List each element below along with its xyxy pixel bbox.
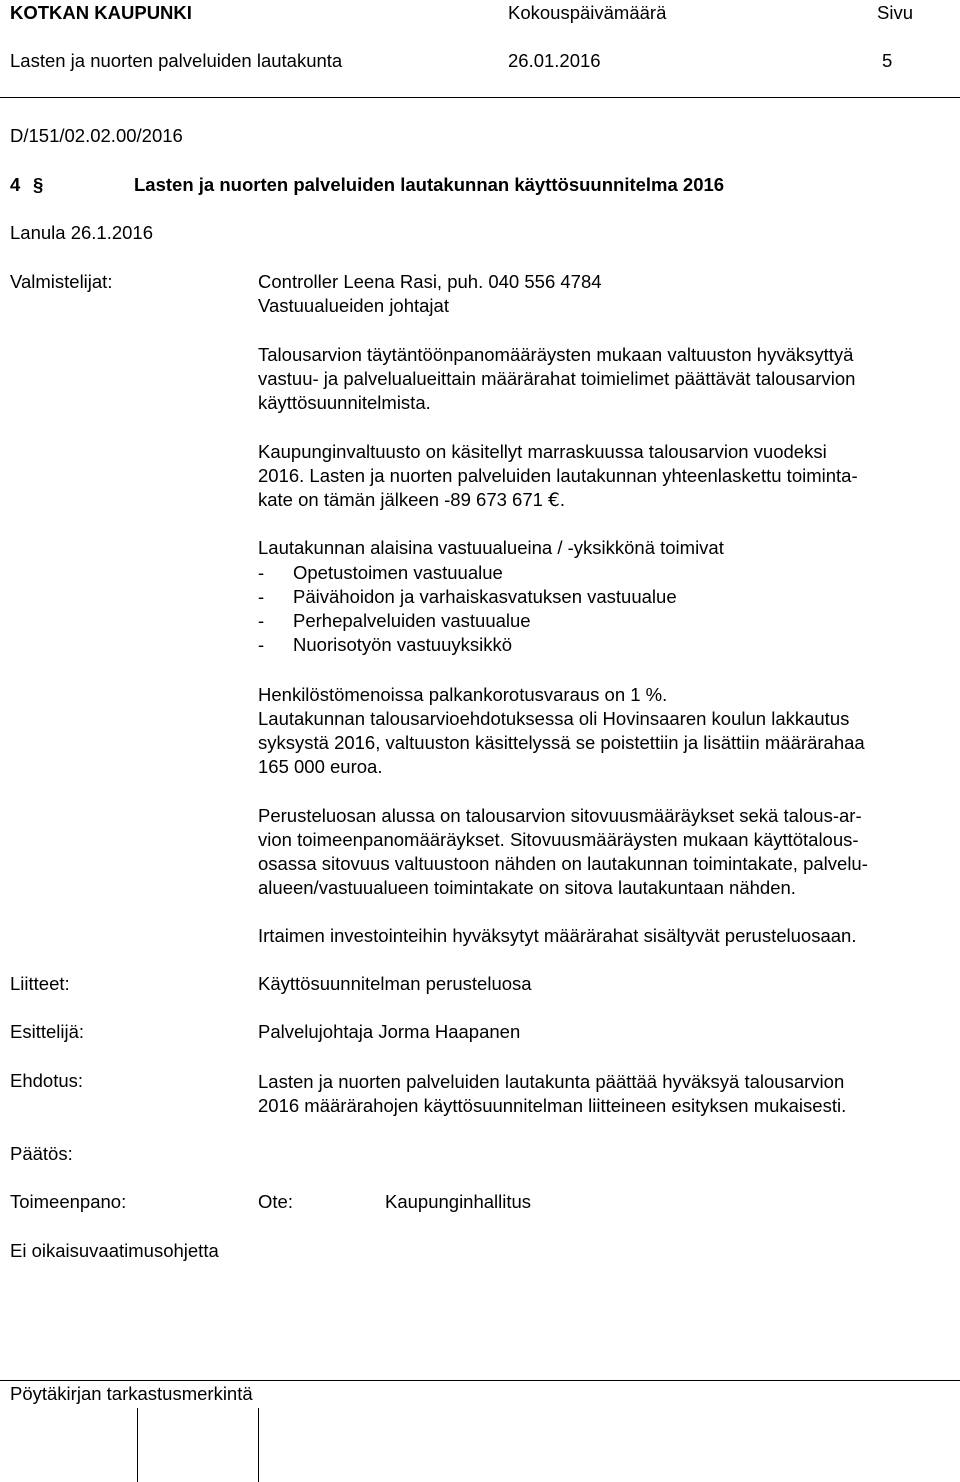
paragraph-line: Talousarvion täytäntöönpanomääräysten mukaan valtuuston hyväksyttyä (258, 344, 854, 365)
prior-meeting: Lanula 26.1.2016 (10, 222, 153, 243)
list-dash: - (258, 634, 265, 655)
paragraph-line: syksystä 2016, valtuuston käsittelyssä se poistettiin ja lisättiin määrärahaa (258, 732, 865, 753)
list-dash: - (258, 610, 265, 631)
diary-number: D/151/02.02.00/2016 (10, 125, 183, 146)
meeting-date: 26.01.2016 (508, 50, 601, 71)
preparers-label: Valmistelijat: (10, 271, 113, 292)
units-intro: Lautakunnan alaisina vastuualueina / -yksikkönä toimivat (258, 537, 724, 558)
paragraph-line: vastuu- ja palvelualueittain määrärahat toimielimet päättävät talousarvion (258, 368, 856, 389)
paragraph-line: Lasten ja nuorten palveluiden lautakunta päättää hyväksyä talousarvion (258, 1071, 845, 1092)
page-number: 5 (882, 50, 893, 71)
paragraph-budget-notes (258, 683, 958, 779)
paragraph-line: käyttösuunnitelmista. (258, 392, 431, 413)
section-symbol: § (33, 174, 44, 195)
paragraph-council-decision (258, 440, 958, 513)
extract-value: Kaupunginhallitus (385, 1191, 532, 1212)
paragraph-line: Lautakunnan talousarvioehdotuksessa oli Hovinsaaren koulun lakkautus (258, 708, 850, 729)
paragraph-line: osassa sitovuus valtuustoon nähden on lautakunnan toimintakate, palvelu- (258, 853, 868, 874)
paragraph-line: Kaupunginvaltuusto on käsitellyt marraskuussa talousarvion vuodeksi (258, 441, 827, 462)
paragraph-line: 2016. Lasten ja nuorten palveluiden lautakunnan yhteenlaskettu toiminta- (258, 465, 858, 486)
list-dash: - (258, 562, 265, 583)
paragraph-line: alueen/vastuualueen toimintakate on sitova lautakuntaan nähden. (258, 877, 796, 898)
signature-box-divider (137, 1408, 138, 1482)
presenter-value: Palvelujohtaja Jorma Haapanen (258, 1021, 521, 1042)
euro-sign: € (548, 490, 560, 511)
responsibility-unit-list (258, 561, 677, 657)
verification-label: Pöytäkirjan tarkastusmerkintä (10, 1383, 253, 1404)
organization-name: KOTKAN KAUPUNKI (10, 2, 192, 23)
extract-label: Ote: (258, 1191, 293, 1212)
presenter-label: Esittelijä: (10, 1021, 85, 1042)
signature-box-divider (258, 1408, 259, 1482)
list-item (258, 609, 677, 633)
sentence-end: . (559, 489, 565, 510)
paragraph-line: Perusteluosan alussa on talousarvion sitovuusmääräykset sekä talous-ar- (258, 805, 862, 826)
paragraph-line: Henkilöstömenoissa palkankorotusvaraus on 1 %. (258, 684, 668, 705)
item-number: 4 (10, 174, 21, 195)
preparer-line-1: Controller Leena Rasi, puh. 040 556 4784 (258, 271, 602, 292)
list-item-text: Opetustoimen vastuualue (293, 562, 503, 583)
proposal-text (258, 1070, 958, 1118)
list-item (258, 633, 677, 657)
implementation-label: Toimeenpano: (10, 1191, 127, 1212)
attachments-value: Käyttösuunnitelman perusteluosa (258, 973, 532, 994)
attachments-label: Liitteet: (10, 973, 70, 994)
appeal-instructions: Ei oikaisuvaatimusohjetta (10, 1240, 219, 1261)
preparer-line-2: Vastuualueiden johtajat (258, 295, 449, 316)
paragraph-binding-rules (258, 804, 958, 900)
proposal-label: Ehdotus: (10, 1070, 84, 1091)
paragraph-line: 165 000 euroa. (258, 756, 383, 777)
paragraph-line: vion toimeenpanomääräykset. Sitovuusmääräysten mukaan käyttötalous- (258, 829, 859, 850)
decision-label: Päätös: (10, 1143, 73, 1164)
paragraph-line (258, 488, 958, 513)
paragraph-line: 2016 määrärahojen käyttösuunnitelman liitteineen esityksen mukaisesti. (258, 1095, 847, 1116)
list-item-text: Päivähoidon ja varhaiskasvatuksen vastuualue (293, 586, 677, 607)
paragraph-investments: Irtaimen investointeihin hyväksytyt määrärahat sisältyvät perusteluosaan. (258, 925, 857, 946)
board-name: Lasten ja nuorten palveluiden lautakunta (10, 50, 343, 71)
paragraph-implementation-rules (258, 343, 958, 415)
footer-rule (0, 1380, 960, 1381)
list-item (258, 561, 677, 585)
operating-margin-text: kate on tämän jälkeen -89 673 671 (258, 489, 549, 510)
item-title: Lasten ja nuorten palveluiden lautakunnan käyttösuunnitelma 2016 (134, 174, 725, 195)
page-label: Sivu (877, 2, 913, 23)
list-item-text: Nuorisotyön vastuuyksikkö (293, 634, 513, 655)
list-dash: - (258, 586, 265, 607)
header-rule (0, 97, 960, 98)
list-item-text: Perhepalveluiden vastuualue (293, 610, 531, 631)
meeting-date-label: Kokouspäivämäärä (508, 2, 667, 23)
list-item (258, 585, 677, 609)
